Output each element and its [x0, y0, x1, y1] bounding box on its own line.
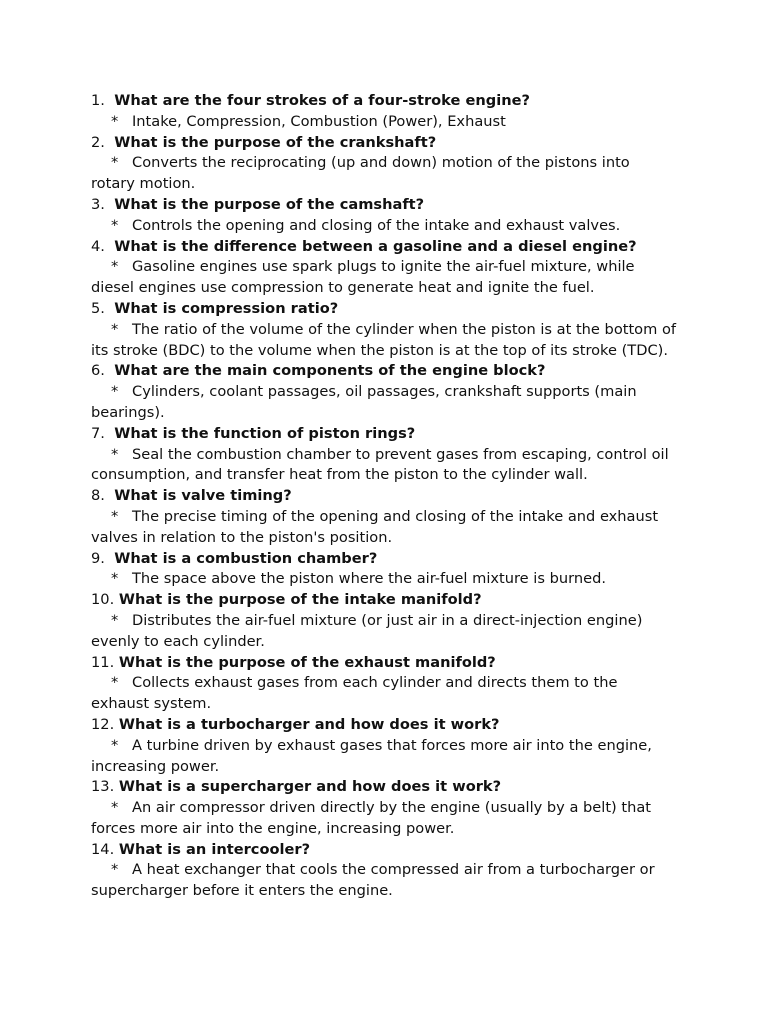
question-number: 1. [91, 92, 105, 109]
question-line [91, 549, 678, 570]
bullet-marker: * [111, 736, 119, 754]
question-line [91, 840, 678, 861]
list-item [91, 133, 678, 195]
bullet-marker: * [111, 258, 119, 276]
question-number: 11. [91, 653, 115, 671]
list-item [91, 777, 678, 839]
question-text: What is a supercharger and how does it work? [118, 778, 502, 796]
answer-line [91, 216, 678, 237]
question-text: What is the difference between a gasoline and a diesel engine? [114, 237, 637, 255]
answer-line [91, 382, 678, 424]
list-item [91, 195, 678, 237]
answer-text: Distributes the air-fuel mixture (or just air in a direct-injection engine) evenly to each cylinder. [91, 611, 643, 650]
question-list [91, 91, 678, 902]
list-item [91, 361, 678, 423]
list-item [91, 91, 678, 133]
question-number: 14. [91, 840, 115, 858]
list-item [91, 715, 678, 777]
question-text: What is compression ratio? [114, 299, 339, 317]
answer-text: Controls the opening and closing of the intake and exhaust valves. [132, 216, 621, 234]
question-line [91, 91, 678, 112]
answer-line [91, 860, 678, 902]
question-line [91, 237, 678, 258]
bullet-marker: * [111, 611, 119, 629]
answer-text: Intake, Compression, Combustion (Power), Exhaust [132, 112, 506, 130]
bullet-marker: * [111, 112, 119, 130]
question-text: What is the purpose of the camshaft? [114, 195, 425, 213]
bullet-marker: * [111, 320, 119, 338]
question-text: What is an intercooler? [118, 840, 311, 858]
bullet-marker: * [111, 861, 119, 879]
question-line [91, 715, 678, 736]
bullet-marker: * [111, 507, 119, 525]
question-line [91, 195, 678, 216]
question-number: 2. [91, 133, 105, 151]
list-item [91, 653, 678, 715]
question-line [91, 590, 678, 611]
answer-line [91, 257, 678, 299]
bullet-marker: * [111, 216, 119, 234]
answer-line [91, 611, 678, 653]
answer-line [91, 320, 678, 362]
answer-text: A heat exchanger that cools the compressed air from a turbocharger or supercharger before it enters the engine. [91, 861, 655, 900]
list-item [91, 590, 678, 652]
question-text: What are the four strokes of a four-stroke engine? [114, 92, 530, 109]
question-line [91, 653, 678, 674]
question-text: What is valve timing? [114, 487, 292, 505]
question-text: What is the purpose of the exhaust manifold? [118, 653, 496, 671]
list-item [91, 424, 678, 486]
question-text: What is a turbocharger and how does it work? [118, 715, 500, 733]
bullet-marker: * [111, 445, 119, 463]
answer-text: Seal the combustion chamber to prevent gases from escaping, control oil consumption, and transfer heat from the piston to the cylinder wall. [91, 445, 669, 484]
bullet-marker: * [111, 383, 119, 401]
question-number: 4. [91, 237, 105, 255]
question-line [91, 361, 678, 382]
answer-text: The ratio of the volume of the cylinder when the piston is at the bottom of its stroke (BDC) to the volume when the piston is at the top of its stroke (TDC). [91, 320, 677, 359]
list-item [91, 486, 678, 548]
question-text: What is the function of piston rings? [114, 424, 416, 442]
question-text: What are the main components of the engine block? [114, 362, 546, 380]
answer-line [91, 112, 678, 133]
answer-text: Collects exhaust gases from each cylinder and directs them to the exhaust system. [91, 674, 618, 713]
question-text: What is the purpose of the crankshaft? [114, 133, 437, 151]
bullet-marker: * [111, 154, 119, 172]
question-number: 5. [91, 299, 105, 317]
question-number: 8. [91, 487, 105, 505]
question-line [91, 486, 678, 507]
answer-line [91, 736, 678, 778]
question-number: 3. [91, 195, 105, 213]
question-text: What is a combustion chamber? [114, 549, 378, 567]
answer-text: An air compressor driven directly by the engine (usually by a belt) that forces more air into the engine, increasing power. [91, 799, 652, 837]
question-line [91, 424, 678, 445]
answer-line [91, 569, 678, 590]
answer-line [91, 507, 678, 549]
answer-text: Gasoline engines use spark plugs to ignite the air-fuel mixture, while diesel engines use compression to generate heat and ignite the fuel. [91, 258, 635, 297]
list-item [91, 237, 678, 299]
list-item [91, 549, 678, 591]
answer-line [91, 798, 678, 840]
bullet-marker: * [111, 570, 119, 588]
question-text: What is the purpose of the intake manifold? [118, 591, 482, 609]
bullet-marker: * [111, 674, 119, 692]
answer-text: The precise timing of the opening and closing of the intake and exhaust valves in relation to the piston's position. [91, 507, 659, 546]
question-number: 7. [91, 424, 105, 442]
list-item [91, 840, 678, 902]
question-line [91, 133, 678, 154]
answer-line [91, 153, 678, 195]
question-number: 10. [91, 591, 115, 609]
answer-line [91, 445, 678, 487]
answer-text: The space above the piston where the air-fuel mixture is burned. [132, 570, 606, 588]
question-number: 6. [91, 362, 105, 380]
question-number: 13. [91, 778, 115, 796]
question-line [91, 777, 678, 798]
question-line [91, 299, 678, 320]
answer-text: A turbine driven by exhaust gases that forces more air into the engine, increasing power. [91, 736, 652, 775]
question-number: 12. [91, 715, 115, 733]
list-item [91, 299, 678, 361]
question-number: 9. [91, 549, 105, 567]
answer-line [91, 673, 678, 715]
bullet-marker: * [111, 799, 119, 817]
answer-text: Converts the reciprocating (up and down) motion of the pistons into rotary motion. [91, 154, 630, 193]
answer-text: Cylinders, coolant passages, oil passages, crankshaft supports (main bearings). [91, 383, 637, 421]
